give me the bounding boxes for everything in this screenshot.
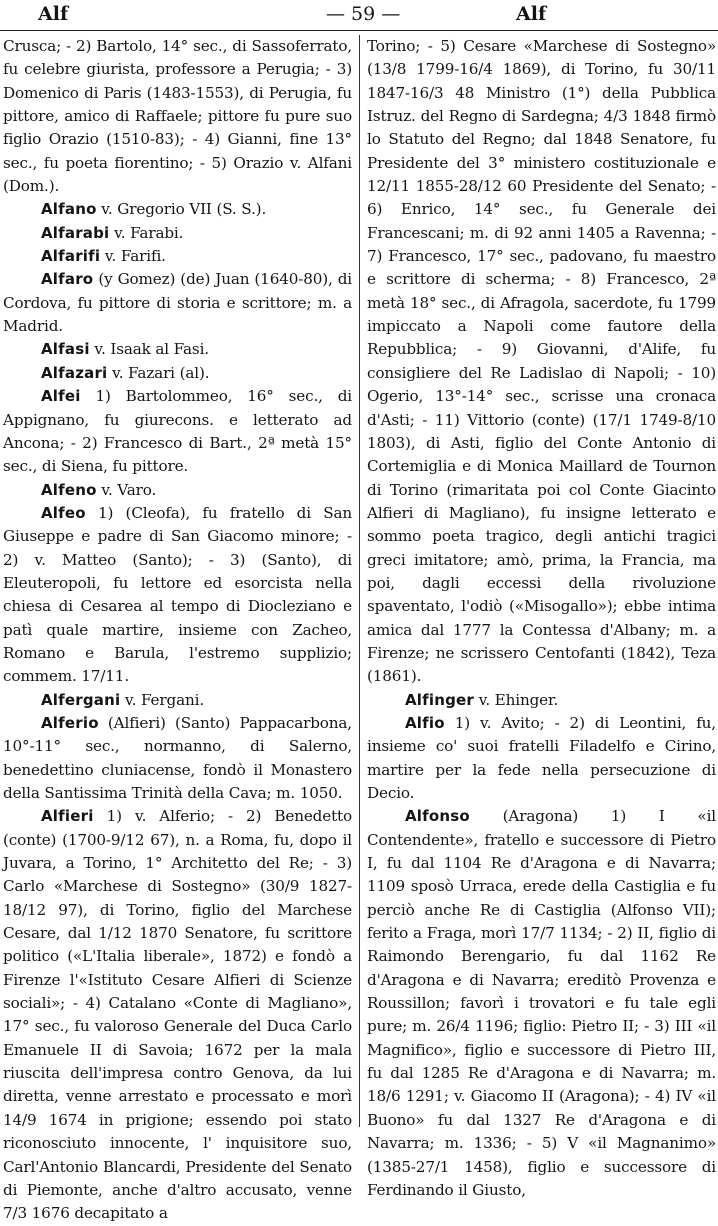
entry-continuation: Torino; - 5) Cesare «Marchese di Sostegno» (13/8 1799-16/4 1869), di Torino, fu 30/11 1847-16/3 48 Ministro (1°) della Pubblica Istruz. del Regno di Sardegna; 4/3 1848 firmò lo Statuto del Regno; dal 1848 Senatore, fu Presidente del 3° ministero costituzionale e 12/11 1855-28/12 60 Presidente del Senato; - 6) Enrico, 14° sec., fu Generale dei Francescani; m. di 92 anni 1405 a Ravenna; - 7) Francesco, 17° sec., padovano, fu maestro e scrittore di scherma; - 8) Francesco, 2ª metà 18° sec., di Afragola, sacerdote, fu 1799 impiccato a Napoli come fautore della Repubblica; - 9) Giovanni, d'Alife, fu consigliere del Re Ladislao di Napoli; - 10) Ogerio, 13°-14° sec., scrisse una cronaca d'Asti; - 11) Vittorio (conte) (17/1 1749-8/10 1803), di Asti, figlio del Conte Antonio di Cortemiglia e di Monica Maillard de Tournon di Torino (rimaritata poi col Conte Giacinto Alfieri di Magliano), fu insigne letterato e sommo poeta tragico, degli antichi tragici greci imitatore; amò, prima, la Francia, ma poi, dagli eccessi della rivoluzione spaventato, l'odiò («Misogallo»); ebbe intima amica dal 1777 la Contessa d'Albany; m. a Firenze; ne scrissero Centofanti (1842), Teza (1861).: [367, 37, 716, 686]
dictionary-entry: [3, 338, 352, 361]
dictionary-entry: [367, 689, 716, 712]
entry-continuation: Crusca; - 2) Bartolo, 14° sec., di Sassoferrato, fu celebre giurista, professore a Perugia; - 3) Domenico di Paris (1483-1553), di Perugia, fu pittore, amico di Raffaele; pittore fu pure suo figlio Orazio (1510-83); - 4) Gianni, fine 13° sec., fu poeta fiorentino; - 5) Orazio v. Alfani (Dom.).: [3, 37, 352, 196]
dictionary-entry: [367, 712, 716, 805]
right-column: [367, 35, 716, 1202]
running-header: [0, 0, 718, 31]
entry-body: v. Varo.: [101, 480, 157, 499]
entry-headword: Alfaro: [41, 270, 94, 289]
entry-body: 1) v. Avito; - 2) di Leontini, fu, insieme co' suoi fratelli Filadelfo e Cirino, martire per la fede nella persecuzione di Decio.: [367, 713, 716, 802]
entry-headword: Alfeno: [41, 480, 97, 499]
entry-headword: Alfei: [41, 387, 81, 406]
entry-body: 1) v. Alferio; - 2) Benedetto (conte) (1700-9/12 67), n. a Roma, fu, dopo il Juvara, a Torino, 1° Architetto del Re; - 3) Carlo «Marchese di Sostegno» (30/9 1827-18/12 97), di Torino, figlio del Marchese Cesare, dal 1/12 1870 Senatore, fu scrittore politico («L'Italia liberale», 1872) e fondò a Firenze l'«Istituto Cesare Alfieri di Scienze sociali»; - 4) Catalano «Conte di Magliano», 17° sec., fu valoroso Generale del Duca Carlo Emanuele II di Savoia; 1672 per la mala riuscita dell'impresa contro Genova, da lui diretta, venne arrestato e processato e morì 14/9 1674 in prigione; essendo poi stato riconosciuto innocente, l' inquisitore suo, Carl'Antonio Blancardi, Presidente del Senato di Piemonte, anche d'altro accusato, venne 7/3 1676 decapitato a: [3, 807, 352, 1223]
dictionary-entry: [3, 805, 352, 1225]
entry-body: v. Farabi.: [114, 223, 184, 242]
entry-headword: Alfasi: [41, 340, 90, 359]
entry-body: (Alfieri) (Santo) Pappacarbona, 10°-11° sec., normanno, di Salerno, benedettino cluniacense, fondò il Monastero della Santissima Trinità della Cava; m. 1050.: [3, 713, 352, 802]
dictionary-entry: [3, 222, 352, 245]
dictionary-entry: [3, 385, 352, 478]
entry-body: v. Fazari (al).: [112, 363, 210, 382]
entry-headword: Alferio: [41, 713, 99, 732]
dictionary-entry: [3, 479, 352, 502]
entry-headword: Alfarabi: [41, 223, 110, 242]
header-left-guideword: Alf: [38, 3, 69, 25]
entry-body: (y Gomez) (de) Juan (1640-80), di Cordova, fu pittore di storia e scrittore; m. a Madrid.: [3, 270, 352, 336]
entry-headword: Alfieri: [41, 807, 94, 826]
entry-headword: Alfinger: [405, 690, 475, 709]
column-divider: [359, 35, 360, 1127]
header-right-guideword: Alf: [516, 3, 547, 25]
entry-headword: Alfergani: [41, 690, 121, 709]
dictionary-entry: [3, 689, 352, 712]
entry-headword: Alfio: [405, 713, 445, 732]
entry-body: v. Isaak al Fasi.: [94, 340, 209, 359]
entry-body: v. Ehinger.: [478, 690, 559, 709]
entry-headword: Alfonso: [405, 807, 470, 826]
entry-body: v. Fergani.: [125, 690, 204, 709]
entry-body: 1) (Cleofa), fu fratello di San Giuseppe e padre di San Giacomo minore; - 2) v. Matteo (Santo); - 3) (Santo), di Eleuteropoli, fu lettore ed esorcista nella chiesa di Cesarea al tempo di Diocleziano e patì quale martire, insieme con Zacheo, Romano e Barula, l'estremo supplizio; commem. 17/11.: [3, 503, 352, 686]
dictionary-entry: [3, 502, 352, 689]
entry-headword: Alfazari: [41, 363, 108, 382]
dictionary-entry: [367, 805, 716, 1202]
entry-body: v. Gregorio VII (S. S.).: [101, 200, 267, 219]
entry-headword: Alfarifi: [41, 247, 101, 266]
entry-headword: Alfeo: [41, 503, 86, 522]
entry-body: (Aragona) 1) I «il Contendente», fratello e successore di Pietro I, fu dal 1104 Re d'Aragona e di Navarra; 1109 sposò Urraca, erede della Castiglia e fu perciò anche Re di Castiglia (Alfonso VII); ferito a Fraga, morì 17/7 1134; - 2) II, figlio di Raimondo Berengario, fu dal 1162 Re d'Aragona e di Navarra; ereditò Provenza e Roussillon; favorì i trovatori e fu tale egli pure; m. 26/4 1196; figlio: Pietro II; - 3) III «il Magnifico», figlio e successore di Pietro III, fu dal 1285 Re d'Aragona e di Navarra; m. 18/6 1291; v. Giacomo II (Aragona); - 4) IV «il Buono» fu dal 1327 Re d'Aragona e di Navarra; m. 1336; - 5) V «il Magnanimo» (1385-27/1 1458), figlio e successore di Ferdinando il Giusto,: [367, 807, 716, 1199]
left-column: [3, 35, 352, 1226]
dictionary-entry: [3, 362, 352, 385]
dictionary-entry: [3, 198, 352, 221]
entry-headword: Alfano: [41, 200, 97, 219]
dictionary-entry: [3, 245, 352, 268]
entry-body: 1) Bartolommeo, 16° sec., di Appignano, fu giurecons. e letterato ad Ancona; - 2) Francesco di Bart., 2ª metà 15° sec., di Siena, fu pittore.: [3, 387, 352, 476]
page-number: — 59 —: [326, 3, 401, 25]
dictionary-entry: [3, 268, 352, 338]
entry-body: v. Farifi.: [104, 247, 166, 266]
dictionary-entry: [3, 712, 352, 805]
